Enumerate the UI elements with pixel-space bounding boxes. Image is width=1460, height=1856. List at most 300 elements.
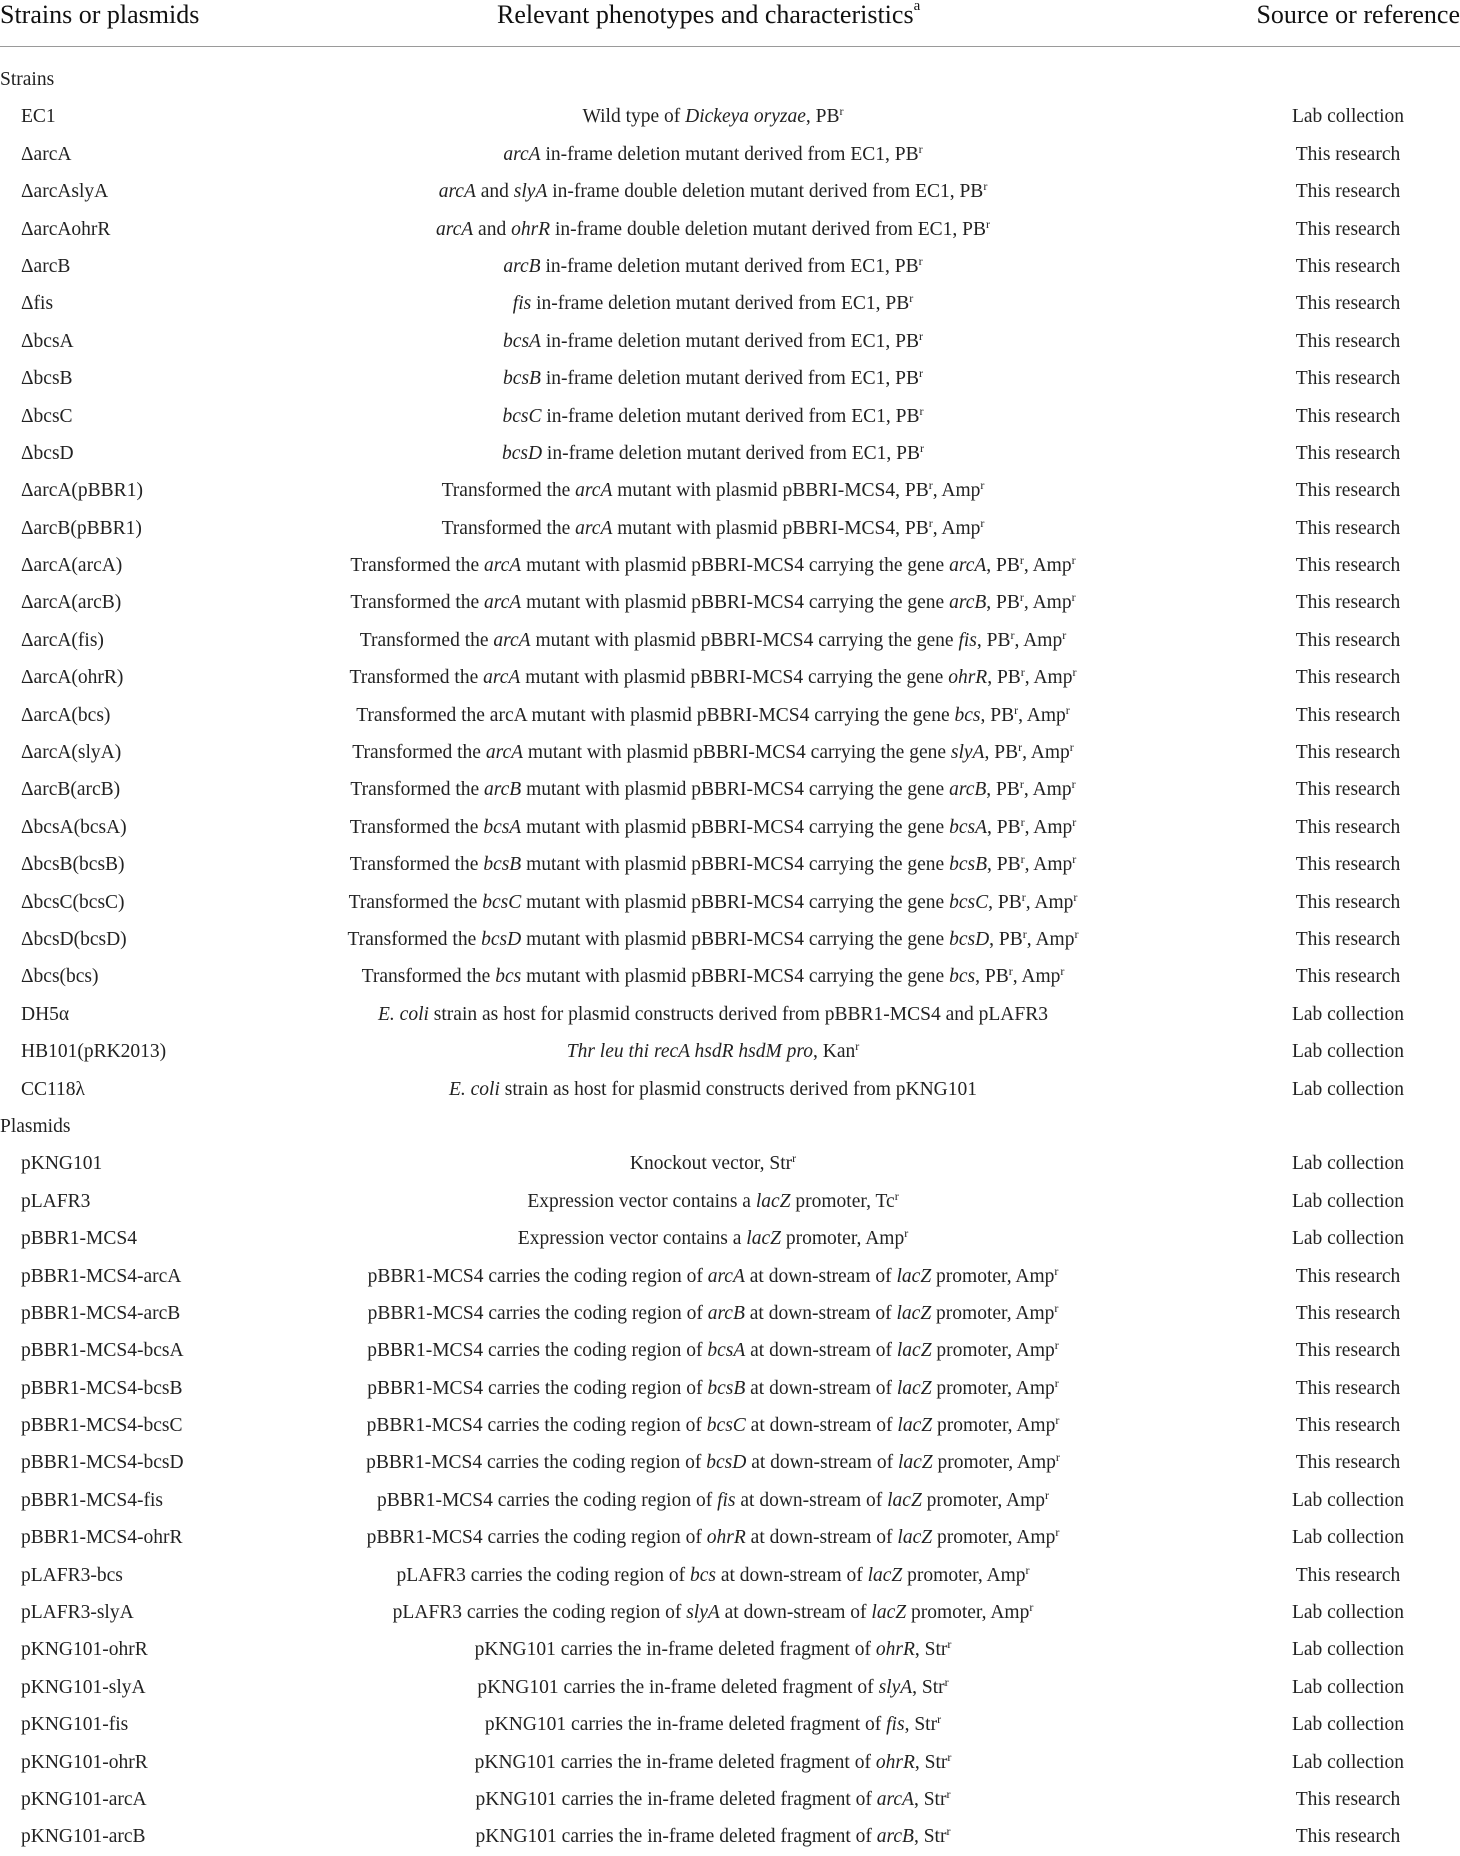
section-heading: Strains [0,69,55,90]
description-text: pBBR1-MCS4 carries the coding region of [367,1302,708,1324]
description-text: strain as host for plasmid constructs derived from pBBR1-MCS4 and pLAFR3 [428,1003,1048,1025]
header-source: Source or reference [1256,0,1460,29]
description-text: in-frame deletion mutant derived from EC1, PB [531,293,910,315]
table-row [0,1295,1460,1332]
description-cell [367,1407,1060,1444]
description-text: , PB [986,555,1020,577]
italic-text: bcs [949,966,976,988]
superscript-text: r [1020,852,1025,867]
description-cell [360,622,1066,659]
source-cell: This research [1295,517,1401,539]
description-text: Wild type of [582,106,686,128]
description-text: , PB [980,704,1015,726]
description-text: promoter, Amp [932,1415,1056,1437]
source-cell: This research [1295,891,1401,913]
superscript-text: r [1055,1450,1060,1465]
italic-text: E. coli [448,1078,500,1100]
description-text: Transformed the [349,816,484,838]
superscript-text: r [918,141,923,156]
description-cell [350,584,1075,621]
table-row [0,846,1460,883]
superscript-text: r [1055,1525,1060,1540]
superscript-text: r [980,515,985,530]
header-strains-or-plasmids: Strains or plasmids [0,0,200,29]
italic-text: arcA [484,592,522,614]
italic-text: ohrR [948,667,988,689]
description-cell [503,398,924,435]
source-cell: This research [1295,1788,1401,1810]
italic-text: Thr leu thi recA hsdR hsdM pro [566,1041,814,1063]
description-text: in-frame double deletion mutant derived from EC1, PB [550,218,987,240]
italic-text: arcB [949,592,987,614]
source-cell: This research [1295,143,1401,165]
source-cell: This research [1295,442,1401,464]
description-text: promoter, Amp [931,1265,1055,1287]
description-text: at down-stream of [745,1415,898,1437]
strain-name-cell: ΔbcsC(bcsC) [21,891,125,913]
description-cell [442,510,985,547]
description-text: mutant with plasmid pBBRI-MCS4 carrying the gene [521,816,950,838]
header-phenotypes-label: Relevant phenotypes and characteristics [497,0,914,29]
table-row [0,360,1460,397]
description-text: Transformed the [352,742,486,764]
description-cell [362,958,1065,995]
description-cell [350,547,1075,584]
source-cell: Lab collection [1291,1527,1405,1549]
superscript-text: r [1019,777,1024,792]
superscript-text: r [1054,1338,1059,1353]
source-cell: This research [1295,218,1401,240]
table-row [0,1220,1460,1257]
description-text: strain as host for plasmid constructs derived from pKNG101 [499,1078,978,1100]
source-cell: Lab collection [1291,1228,1405,1250]
table-row [0,323,1460,360]
strain-name-cell: ΔarcAslyA [21,181,109,203]
italic-text: lacZ [896,1302,932,1324]
source-cell: This research [1295,742,1401,764]
strain-name-cell: pLAFR3 [21,1190,91,1212]
description-cell [350,771,1075,808]
source-cell: This research [1295,816,1401,838]
strain-name-cell: ΔarcB(pBBR1) [21,517,142,539]
description-text: Expression vector contains a [517,1228,747,1250]
strain-name-cell: pKNG101-slyA [21,1676,146,1698]
description-text: , Amp [1024,816,1073,838]
description-cell [503,248,922,285]
description-text: in-frame deletion mutant derived from EC1, PB [542,442,921,464]
superscript-text: r [839,104,844,119]
source-cell: This research [1295,181,1401,203]
source-cell: This research [1295,1302,1401,1324]
description-text: , Amp [932,480,981,502]
source-cell: This research [1295,368,1401,390]
description-cell [439,173,988,210]
superscript-text: r [1072,852,1077,867]
strain-name-cell: ΔarcAohrR [21,218,111,240]
superscript-text: r [1072,814,1077,829]
italic-text: ohrR [511,218,551,240]
description-text: and [473,218,512,240]
source-cell: Lab collection [1291,1714,1405,1736]
table-row [0,1631,1460,1668]
superscript-text: r [1072,665,1077,680]
superscript-text: r [946,1824,951,1839]
description-text: Transformed the [441,517,576,539]
italic-text: lacZ [746,1228,781,1250]
italic-text: lacZ [896,1340,932,1362]
description-text: , PB [987,854,1021,876]
table-row [0,1258,1460,1295]
description-text: , Amp [1012,966,1061,988]
description-text: , Kan [813,1041,856,1063]
description-text: Expression vector contains a [527,1190,756,1212]
table-row [0,584,1460,621]
description-text: , Str [912,1676,945,1698]
strain-name-cell: pKNG101-arcA [21,1788,147,1810]
description-text: mutant with plasmid pBBRI-MCS4 carrying the gene [521,966,950,988]
table-row [0,248,1460,285]
italic-text: fis [886,1714,905,1736]
description-text: mutant with plasmid pBBRI-MCS4 carrying the gene [521,592,950,614]
description-text: Transformed the [349,854,484,876]
description-cell [367,1519,1060,1556]
description-text: Transformed the arcA mutant with plasmid pBBRI-MCS4 carrying the gene [356,704,955,726]
italic-text: bcsD [949,928,990,950]
italic-text: E. coli [378,1003,429,1025]
italic-text: arcB [503,255,541,277]
description-text: Transformed the [361,966,496,988]
superscript-text: r [1022,926,1027,941]
description-text: promoter, Amp [780,1228,905,1250]
description-cell [475,1631,952,1668]
description-text: , Amp [932,517,981,539]
strain-name-cell: ΔarcA(fis) [21,629,104,651]
table-row [0,734,1460,771]
italic-text: ohrR [875,1639,915,1661]
italic-text: bcsC [949,891,989,913]
source-cell: Lab collection [1291,1676,1405,1698]
header-rule [0,46,1460,47]
italic-text: arcA [493,629,531,651]
source-cell: This research [1295,405,1401,427]
description-text: pKNG101 carries the in-frame deleted fragment of [474,1639,876,1661]
italic-text: lacZ [755,1190,791,1212]
table-row [0,1669,1460,1706]
superscript-text: r [928,478,933,493]
description-cell [503,323,923,360]
strain-name-cell: pKNG101-ohrR [21,1751,148,1773]
description-text: mutant with plasmid pBBRI-MCS4 carrying the gene [530,629,959,651]
source-cell: Lab collection [1291,1489,1405,1511]
strain-name-cell: ΔbcsD(bcsD) [21,928,127,950]
superscript-text: r [946,1786,951,1801]
table-row [0,1444,1460,1481]
superscript-text: r [919,403,924,418]
description-text: pBBR1-MCS4 carries the coding region of [366,1527,707,1549]
description-text: , Amp [1024,854,1073,876]
table-row [0,1594,1460,1631]
description-cell [476,1781,951,1818]
description-text: pLAFR3 carries the coding region of [392,1602,687,1624]
italic-text: arcA [485,742,524,764]
description-text: Knockout vector, Str [629,1153,793,1175]
description-cell [368,1295,1059,1332]
description-text: promoter, Amp [902,1564,1026,1586]
description-text: pKNG101 carries the in-frame deleted fragment of [475,1788,877,1810]
superscript-text: r [1020,665,1025,680]
table-row [0,1557,1460,1594]
strain-name-cell: ΔarcA [21,143,72,165]
table-row [0,510,1460,547]
table-row [0,809,1460,846]
description-text: , PB [975,966,1009,988]
strain-name-cell: ΔbcsC [21,405,73,427]
strain-name-cell: ΔbcsD [21,442,74,464]
description-text: promoter, Amp [932,1452,1056,1474]
table-row [0,98,1460,135]
description-cell [503,136,922,173]
table-row [0,1370,1460,1407]
superscript-text: r [1021,889,1026,904]
superscript-text: r [1071,553,1076,568]
strain-name-cell: pLAFR3-bcs [21,1564,123,1586]
italic-text: slyA [950,742,985,764]
description-cell [352,734,1074,771]
strain-name-cell: Δfis [21,293,54,315]
superscript-text: r [1054,1375,1059,1390]
italic-text: bcsB [503,368,541,390]
strain-name-cell: ΔarcA(arcB) [21,592,122,614]
description-text: , PB [989,928,1023,950]
description-text: Transformed the [350,592,485,614]
superscript-text: r [1054,1300,1059,1315]
description-cell [442,472,985,509]
italic-text: arcB [484,779,522,801]
italic-text: lacZ [896,1377,932,1399]
description-text: , PB [984,742,1019,764]
italic-text: bcsC [706,1415,746,1437]
source-cell: This research [1295,966,1401,988]
strain-name-cell: pBBR1-MCS4-bcsA [21,1340,184,1362]
strain-name-cell: pBBR1-MCS4 [21,1228,137,1250]
strain-name-cell: CC118λ [21,1078,85,1100]
italic-text: slyA [686,1602,720,1624]
description-text: pBBR1-MCS4 carries the coding region of [366,1415,707,1437]
italic-text: bcsA [949,816,987,838]
italic-text: fis [717,1489,736,1511]
superscript-text: r [920,440,925,455]
italic-text: bcsD [501,442,543,464]
description-cell [378,996,1048,1033]
superscript-text: r [1062,627,1067,642]
description-cell [518,1220,908,1257]
source-cell: This research [1295,1452,1401,1474]
description-text: mutant with plasmid pBBRI-MCS4 carrying the gene [520,667,949,689]
description-cell [476,1818,951,1855]
italic-text: arcA [949,555,987,577]
superscript-text: r [1071,590,1076,605]
source-cell: This research [1295,555,1401,577]
strain-name-cell: pKNG101 [21,1153,103,1175]
strain-name-cell: pBBR1-MCS4-bcsB [21,1377,183,1399]
description-text: , PB [986,779,1020,801]
source-cell: Lab collection [1291,1751,1405,1773]
superscript-text: r [1045,1487,1050,1502]
superscript-text: r [1073,889,1078,904]
strain-name-cell: pBBR1-MCS4-arcA [21,1265,182,1287]
description-text: Transformed the [350,555,485,577]
italic-text: ohrR [706,1527,746,1549]
description-text: mutant with plasmid pBBRI-MCS4, PB [612,517,929,539]
description-text: , Str [914,1639,948,1661]
superscript-text: r [980,478,985,493]
source-cell: This research [1295,1564,1401,1586]
description-cell [567,1033,860,1070]
italic-text: lacZ [897,1415,933,1437]
italic-text: arcA [435,218,474,240]
superscript-text: r [1010,627,1015,642]
table-row [0,211,1460,248]
table-row [0,1706,1460,1743]
description-text: mutant with plasmid pBBRI-MCS4 carrying the gene [523,742,951,764]
italic-text: arcB [707,1302,745,1324]
description-text: , Str [904,1714,938,1736]
italic-text: bcsD [481,928,522,950]
italic-text: ohrR [875,1751,915,1773]
source-cell: This research [1295,928,1401,950]
description-cell [475,1744,952,1781]
superscript-text: r [947,1637,952,1652]
description-text: mutant with plasmid pBBRI-MCS4, PB [612,480,929,502]
description-text: , PB [987,667,1021,689]
table-row [0,435,1460,472]
table-row [0,136,1460,173]
description-text: Transformed the [350,779,485,801]
source-cell: This research [1295,1826,1401,1848]
italic-text: arcA [484,555,522,577]
description-text: mutant with plasmid pBBRI-MCS4 carrying the gene [521,891,950,913]
header-footnote-marker: a [913,0,921,14]
description-text: , PB [976,629,1011,651]
italic-text: fis [958,629,977,651]
description-text: in-frame deletion mutant derived from EC1, PB [540,143,919,165]
description-text: mutant with plasmid pBBRI-MCS4 carrying the gene [521,555,950,577]
description-text: and [475,181,514,203]
description-cell [368,1258,1059,1295]
description-cell [366,1444,1060,1481]
superscript-text: r [986,216,991,231]
description-text: Transformed the [441,480,576,502]
superscript-text: r [947,1749,952,1764]
strain-name-cell: pBBR1-MCS4-fis [21,1489,163,1511]
description-cell [393,1594,1034,1631]
source-cell: Lab collection [1291,1190,1405,1212]
table-header [0,0,1460,36]
description-text: at down-stream of [744,1302,897,1324]
strain-name-cell: pLAFR3-slyA [21,1602,134,1624]
description-text: promoter, Amp [906,1602,1030,1624]
superscript-text: r [1008,964,1013,979]
source-cell: This research [1295,1340,1401,1362]
source-cell: This research [1295,667,1401,689]
table-row [0,622,1460,659]
strain-name-cell: ΔarcB [21,255,71,277]
description-text: promoter, Tc [790,1190,895,1212]
superscript-text: r [1020,814,1025,829]
table-row [0,1183,1460,1220]
superscript-text: r [937,1712,942,1727]
source-cell: This research [1295,330,1401,352]
description-cell [449,1071,977,1108]
source-cell: Lab collection [1291,1639,1405,1661]
superscript-text: r [918,328,923,343]
italic-text: arcA [575,480,613,502]
description-cell [350,809,1077,846]
description-text: in-frame deletion mutant derived from EC1, PB [540,255,919,277]
description-cell [356,697,1070,734]
strain-name-cell: ΔbcsA [21,330,74,352]
strain-name-cell: pBBR1-MCS4-bcsC [21,1415,183,1437]
description-text: at down-stream of [735,1489,888,1511]
source-cell: Lab collection [1291,1153,1405,1175]
description-cell [485,1706,941,1743]
italic-text: lacZ [897,1527,933,1549]
description-text: pBBR1-MCS4 carries the coding region of [367,1377,708,1399]
table-row [0,958,1460,995]
italic-text: slyA [878,1676,913,1698]
strain-name-cell: ΔarcA(slyA) [21,742,122,764]
italic-text: lacZ [896,1265,932,1287]
italic-text: arcB [876,1826,914,1848]
superscript-text: r [1074,926,1079,941]
superscript-text: r [918,253,923,268]
description-text: , Amp [1018,704,1066,726]
description-text: pKNG101 carries the in-frame deleted fragment of [484,1714,887,1736]
source-cell: This research [1295,255,1401,277]
superscript-text: r [983,179,988,194]
italic-text: arcA [876,1788,914,1810]
description-text: , PB [986,592,1020,614]
superscript-text: r [1029,1600,1034,1615]
description-text: , Amp [1023,555,1072,577]
italic-text: slyA [513,181,548,203]
italic-text: lacZ [867,1564,903,1586]
table-row [0,1781,1460,1818]
description-text: promoter, Amp [931,1377,1055,1399]
description-text: , PB [988,891,1022,913]
description-text: Transformed the [349,667,484,689]
italic-text: arcB [949,779,987,801]
strain-name-cell: ΔarcA(arcA) [21,555,123,577]
superscript-text: r [1065,702,1070,717]
description-text: promoter, Amp [931,1340,1055,1362]
superscript-text: r [1060,964,1065,979]
description-text: promoter, Amp [931,1302,1055,1324]
table-row [0,1519,1460,1556]
description-cell [630,1145,796,1182]
source-cell: This research [1295,854,1401,876]
italic-text: bcsD [706,1452,747,1474]
description-text: at down-stream of [744,1265,897,1287]
description-text: mutant with plasmid pBBRI-MCS4 carrying the gene [521,779,950,801]
description-text: mutant with plasmid pBBRI-MCS4 carrying the gene [521,928,950,950]
superscript-text: r [928,515,933,530]
table-row [0,1033,1460,1070]
table-body [0,61,1460,1856]
description-text: , PB [987,816,1021,838]
superscript-text: r [944,1674,949,1689]
italic-text: bcsB [949,854,987,876]
